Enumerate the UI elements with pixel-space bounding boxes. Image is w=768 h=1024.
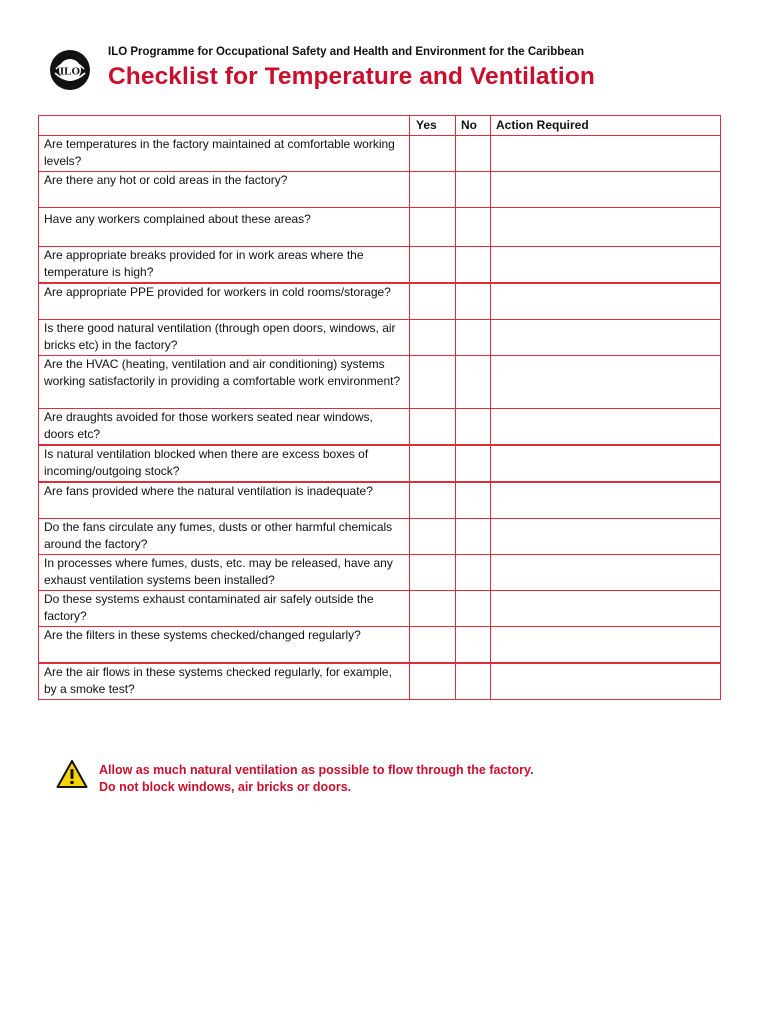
ilo-logo [49,49,91,91]
no-cell[interactable] [456,627,491,664]
column-header-action-required: Action Required [491,116,721,136]
no-cell[interactable] [456,283,491,320]
action-required-cell[interactable] [491,482,721,519]
question-cell: Are the filters in these systems checked/changed regularly? [39,627,410,664]
action-required-cell[interactable] [491,356,721,409]
warning-line-2: Do not block windows, air bricks or doors. [99,780,352,794]
yes-cell[interactable] [410,663,456,700]
table-row [39,591,721,627]
warning-text [99,762,534,796]
no-cell[interactable] [456,519,491,555]
yes-cell[interactable] [410,445,456,482]
question-cell: Are the HVAC (heating, ventilation and air conditioning) systems working satisfactorily in providing a comfortable work environment? [39,356,410,409]
no-cell[interactable] [456,136,491,172]
table-row [39,283,721,320]
question-cell: In processes where fumes, dusts, etc. may be released, have any exhaust ventilation systems been installed? [39,555,410,591]
question-cell: Do the fans circulate any fumes, dusts or other harmful chemicals around the factory? [39,519,410,555]
yes-cell[interactable] [410,136,456,172]
column-header-no: No [456,116,491,136]
no-cell[interactable] [456,555,491,591]
action-required-cell[interactable] [491,172,721,208]
action-required-cell[interactable] [491,208,721,247]
warning-triangle-icon [56,759,88,789]
question-cell: Are fans provided where the natural ventilation is inadequate? [39,482,410,519]
table-row [39,519,721,555]
question-cell: Are appropriate PPE provided for workers in cold rooms/storage? [39,283,410,320]
table-row [39,409,721,446]
yes-cell[interactable] [410,208,456,247]
table-row [39,482,721,519]
no-cell[interactable] [456,247,491,284]
page-title: Checklist for Temperature and Ventilation [108,63,595,90]
no-cell[interactable] [456,356,491,409]
yes-cell[interactable] [410,519,456,555]
yes-cell[interactable] [410,283,456,320]
action-required-cell[interactable] [491,627,721,664]
no-cell[interactable] [456,172,491,208]
table-row [39,247,721,284]
logo-text: ILO [59,65,81,78]
table-row [39,356,721,409]
yes-cell[interactable] [410,356,456,409]
yes-cell[interactable] [410,172,456,208]
question-cell: Are draughts avoided for those workers seated near windows, doors etc? [39,409,410,446]
table-header-row [39,116,721,136]
action-required-cell[interactable] [491,555,721,591]
yes-cell[interactable] [410,320,456,356]
table-row [39,136,721,172]
checklist-table [38,115,721,700]
action-required-cell[interactable] [491,663,721,700]
column-header-yes: Yes [410,116,456,136]
yes-cell[interactable] [410,482,456,519]
no-cell[interactable] [456,320,491,356]
warning-line-1: Allow as much natural ventilation as possible to flow through the factory. [99,763,534,777]
table-row [39,320,721,356]
question-cell: Have any workers complained about these areas? [39,208,410,247]
table-row [39,555,721,591]
yes-cell[interactable] [410,247,456,284]
question-cell: Is there good natural ventilation (through open doors, windows, air bricks etc) in the factory? [39,320,410,356]
question-cell: Are there any hot or cold areas in the factory? [39,172,410,208]
action-required-cell[interactable] [491,247,721,284]
column-header-question [39,116,410,136]
question-cell: Are the air flows in these systems checked regularly, for example, by a smoke test? [39,663,410,700]
table-row [39,627,721,664]
action-required-cell[interactable] [491,409,721,446]
no-cell[interactable] [456,445,491,482]
no-cell[interactable] [456,482,491,519]
question-cell: Are appropriate breaks provided for in work areas where the temperature is high? [39,247,410,284]
no-cell[interactable] [456,663,491,700]
table-row [39,172,721,208]
question-cell: Is natural ventilation blocked when there are excess boxes of incoming/outgoing stock? [39,445,410,482]
table-row [39,663,721,700]
question-cell: Are temperatures in the factory maintained at comfortable working levels? [39,136,410,172]
yes-cell[interactable] [410,627,456,664]
action-required-cell[interactable] [491,519,721,555]
no-cell[interactable] [456,591,491,627]
yes-cell[interactable] [410,409,456,446]
no-cell[interactable] [456,409,491,446]
table-row [39,208,721,247]
yes-cell[interactable] [410,555,456,591]
action-required-cell[interactable] [491,445,721,482]
action-required-cell[interactable] [491,320,721,356]
action-required-cell[interactable] [491,283,721,320]
action-required-cell[interactable] [491,591,721,627]
action-required-cell[interactable] [491,136,721,172]
organization-line: ILO Programme for Occupational Safety and Health and Environment for the Caribbean [108,46,585,58]
no-cell[interactable] [456,208,491,247]
yes-cell[interactable] [410,591,456,627]
warning-notice [56,757,716,797]
question-cell: Do these systems exhaust contaminated air safely outside the factory? [39,591,410,627]
table-row [39,445,721,482]
